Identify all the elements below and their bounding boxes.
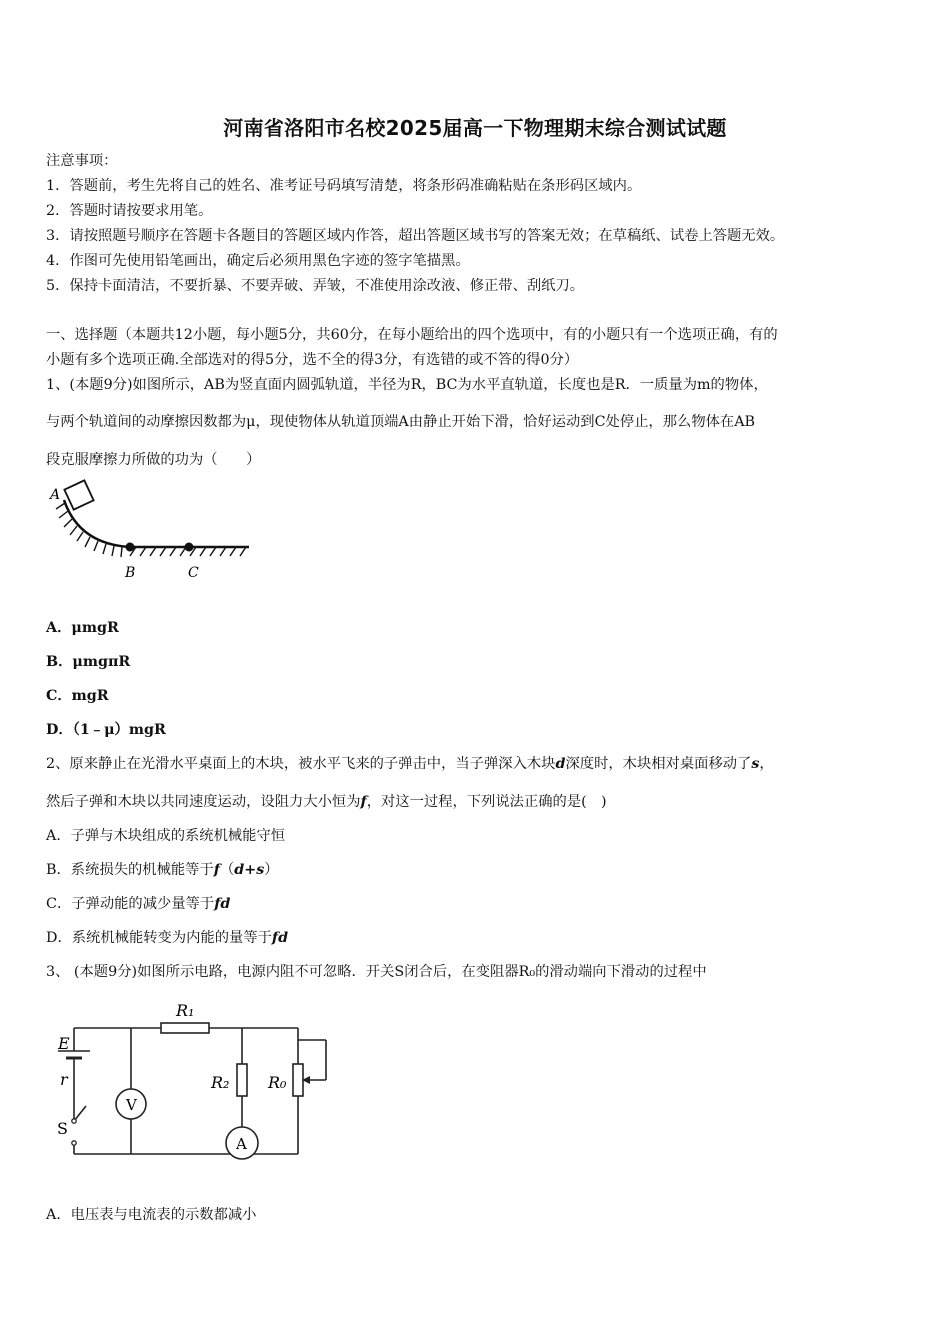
section-intro-line2: 小题有多个选项正确.全部选对的得5分，选不全的得3分，有选错的或不答的得0分）	[46, 352, 579, 368]
notice-item-3: 3．请按照题号顺序在答题卡各题目的答题区域内作答，超出答题区域书写的答案无效；在草稿纸、试卷上答题无效。	[46, 228, 785, 244]
q1-option-a: A．μmgR	[46, 620, 119, 636]
notice-item-2: 2．答题时请按要求用笔。	[46, 203, 213, 219]
r2-label: R₂	[211, 1073, 230, 1092]
point-c-dot	[185, 543, 194, 552]
page-title: 河南省洛阳市名校2025届高一下物理期末综合测试试题	[223, 116, 727, 140]
q2-option-a: A．子弹与木块组成的系统机械能守恒	[46, 828, 286, 844]
q2-option-d: D．系统机械能转变为内能的量等于fd	[46, 930, 289, 946]
q3-circuit-figure	[46, 996, 346, 1186]
var-d: d	[555, 756, 566, 772]
q1-stem-line2: 与两个轨道间的动摩擦因数都为μ，现使物体从轨道顶端A由静止开始下滑，恰好运动到C处停止，那么物体在AB	[46, 414, 756, 430]
voltmeter-label: V	[126, 1096, 137, 1114]
var-s: s	[751, 756, 760, 772]
notice-heading: 注意事项：	[46, 153, 118, 169]
switch-label: S	[57, 1119, 68, 1138]
section-intro-line1: 一、选择题（本题共12小题，每小题5分，共60分，在每小题给出的四个选项中，有的小题只有一个选项正确，有的	[46, 327, 778, 343]
notice-item-5: 5．保持卡面清洁，不要折暴、不要弄破、弄皱，不准使用涂改液、修正带、刮纸刀。	[46, 278, 585, 294]
q2-option-c: C．子弹动能的减少量等于fd	[46, 896, 231, 912]
label-b: B	[125, 565, 136, 581]
q2-option-b: B．系统损失的机械能等于f（d+s）	[46, 862, 279, 878]
q3-stem-line1: 3、 (本题9分)如图所示电路，电源内阻不可忽略．开关S闭合后，在变阻器R₀的滑动端向下滑动的过程中	[46, 964, 707, 980]
point-b-dot	[126, 543, 135, 552]
switch-blade	[74, 1106, 86, 1121]
q1-stem-line1: 1、(本题9分)如图所示，AB为竖直面内圆弧轨道，半径为R，BC为水平直轨道，长度也是R．一质量为m的物体，	[46, 377, 768, 393]
q2-stem-line1: 2、原来静止在光滑水平桌面上的木块，被水平飞来的子弹击中，当子弹深入木块d深度时，木块相对桌面移动了s，	[46, 756, 774, 772]
resistor-r2	[237, 1064, 247, 1096]
q3-option-a: A．电压表与电流表的示数都减小	[46, 1207, 257, 1223]
ammeter-label: A	[236, 1135, 247, 1153]
emf-label: E	[58, 1034, 70, 1053]
notice-item-4: 4．作图可先使用铅笔画出，确定后必须用黑色字迹的签字笔描黑。	[46, 253, 470, 269]
q1-option-d: D．（1﹣μ）mgR	[46, 722, 166, 738]
r0-label: R₀	[268, 1073, 287, 1092]
q1-track-figure	[44, 478, 259, 583]
block-shape	[64, 480, 93, 509]
q2-stem-line2: 然后子弹和木块以共同速度运动，设阻力大小恒为f，对这一过程，下列说法正确的是( )	[46, 794, 607, 810]
label-a: A	[50, 487, 61, 503]
label-c: C	[188, 565, 199, 581]
internal-r-label: r	[60, 1070, 68, 1089]
var-f: f	[360, 794, 367, 810]
q1-stem-line3: 段克服摩擦力所做的功为（ ）	[46, 452, 261, 468]
notice-item-1: 1．答题前，考生先将自己的姓名、准考证号码填写清楚，将条形码准确粘贴在条形码区域内。	[46, 178, 642, 194]
resistor-r1	[161, 1023, 209, 1033]
r1-label: R₁	[176, 1001, 195, 1020]
rheostat-r0	[293, 1064, 303, 1096]
q1-option-c: C．mgR	[46, 688, 109, 704]
q1-option-b: B．μmgπR	[46, 654, 131, 670]
